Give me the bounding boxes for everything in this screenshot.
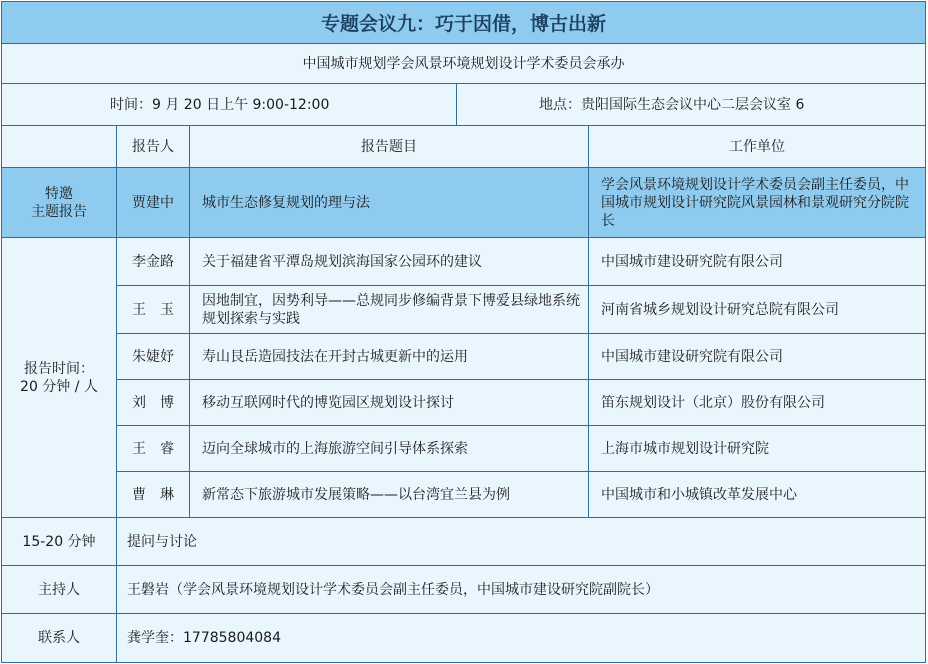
- special-name: 贾建中: [116, 168, 189, 237]
- host-row: [2, 566, 925, 614]
- report-topic: 迈向全球城市的上海旅游空间引导体系探索: [189, 426, 588, 471]
- time-text: 时间：9 月 20 日上午 9:00-12:00: [110, 96, 330, 113]
- time-location-row: [2, 84, 925, 126]
- report-row: [116, 238, 925, 286]
- special-label: 特邀 主题报告: [31, 185, 87, 220]
- report-topic: 新常态下旅游城市发展策略——以台湾宜兰县为例: [189, 472, 588, 517]
- header-topic: 报告题目: [189, 126, 588, 167]
- reporter-name: 朱婕妤: [116, 334, 189, 379]
- report-row: [116, 286, 925, 334]
- report-unit: 上海市城市规划设计研究院: [588, 426, 925, 471]
- contact-label: 联系人: [38, 630, 80, 646]
- host-value: 王磐岩（学会风景环境规划设计学术委员会副主任委员，中国城市建设研究院副院长）: [116, 566, 925, 613]
- discussion-value: 提问与讨论: [116, 518, 925, 565]
- report-row: [116, 472, 925, 518]
- header-unit: 工作单位: [588, 126, 925, 167]
- discussion-row: [2, 518, 925, 566]
- reporter-name: 刘 博: [116, 380, 189, 425]
- report-row: [116, 380, 925, 426]
- report-row: [116, 426, 925, 472]
- reporter-name: 王 玉: [116, 286, 189, 333]
- reporter-name: 王 睿: [116, 426, 189, 471]
- header-reporter: 报告人: [116, 126, 189, 167]
- contact-value: 龚学奎：17785804084: [116, 614, 925, 662]
- organizer-text: 中国城市规划学会风景环境规划设计学术委员会承办: [302, 55, 625, 72]
- title-row: [2, 2, 925, 44]
- organizer-row: [2, 44, 925, 84]
- special-report-row: [2, 168, 925, 238]
- report-topic: 关于福建省平潭岛规划滨海国家公园环的建议: [189, 238, 588, 285]
- reporter-name: 曹 琳: [116, 472, 189, 517]
- special-topic: 城市生态修复规划的理与法: [189, 168, 588, 237]
- reporter-name: 李金路: [116, 238, 189, 285]
- report-unit: 河南省城乡规划设计研究总院有限公司: [588, 286, 925, 333]
- report-unit: 中国城市建设研究院有限公司: [588, 334, 925, 379]
- report-unit: 中国城市建设研究院有限公司: [588, 238, 925, 285]
- discussion-label: 15-20 分钟: [22, 533, 96, 550]
- report-row: [116, 334, 925, 380]
- header-row: [2, 126, 925, 168]
- contact-row: [2, 614, 925, 662]
- schedule-table: [1, 1, 926, 663]
- report-unit: 笛东规划设计（北京）股份有限公司: [588, 380, 925, 425]
- report-topic: 移动互联网时代的博览园区规划设计探讨: [189, 380, 588, 425]
- report-unit: 中国城市和小城镇改革发展中心: [588, 472, 925, 517]
- report-topic: 寿山艮岳造园技法在开封古城更新中的运用: [189, 334, 588, 379]
- report-topic: 因地制宜，因势利导——总规同步修编背景下博爱县绿地系统规划探索与实践: [189, 286, 588, 333]
- location-text: 地点：贵阳国际生态会议中心二层会议室 6: [456, 84, 925, 125]
- report-time-label: 报告时间： 20 分钟 / 人: [2, 238, 116, 518]
- special-unit: 学会风景环境规划设计学术委员会副主任委员，中国城市规划设计研究院风景园林和景观研究分院院长: [588, 168, 925, 237]
- header-blank: [2, 126, 116, 167]
- session-title: 专题会议九：巧于因借，博古出新: [320, 13, 606, 35]
- host-label: 主持人: [38, 581, 80, 598]
